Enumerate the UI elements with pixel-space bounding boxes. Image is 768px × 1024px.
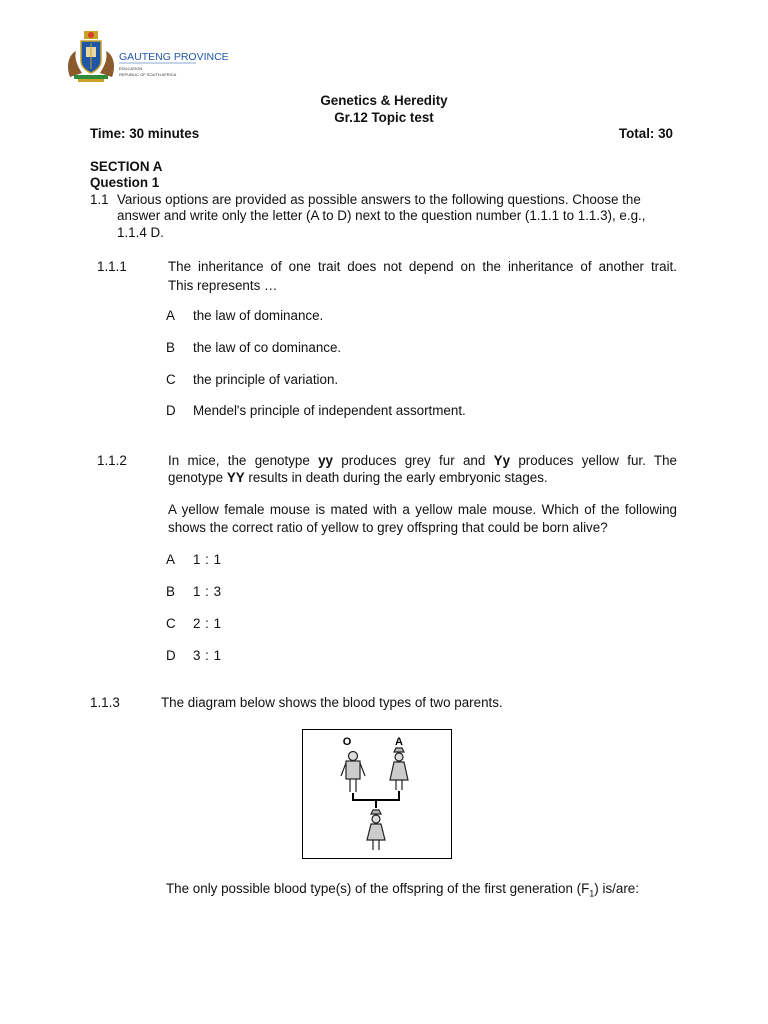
question-1-1-3-prompt: The only possible blood type(s) of the offspring of the first generation $(F_1)$ is/are: <box>166 881 639 899</box>
option-letter: A <box>166 552 175 567</box>
father-figure <box>341 752 365 793</box>
question-heading: Question 1 <box>90 175 160 190</box>
parent-1-blood-type: O <box>342 736 352 748</box>
option-text: 3 : 1 <box>193 648 222 663</box>
instruction-number: 1.1 <box>90 192 109 207</box>
total-marks: Total: 30 <box>618 126 673 141</box>
question-1-1-2-para-2-line-2: shows the correct ratio of yellow to grey offspring that could be born alive? <box>168 520 608 535</box>
option-text: 2 : 1 <box>193 616 222 631</box>
document-subtitle: Gr.12 Topic test <box>334 110 434 125</box>
option-letter: D <box>166 648 176 663</box>
instruction-line-2: answer and write only the letter (A to D) next to the question number (1.1.1 to 1.1.3), e.g., <box>117 208 646 223</box>
genotype-yy: yy <box>318 453 333 468</box>
option-letter: B <box>166 584 175 599</box>
question-number-1-1-2: 1.1.2 <box>97 453 127 468</box>
instruction-line-3: 1.1.4 D. <box>117 225 164 240</box>
section-heading: SECTION A <box>90 159 163 174</box>
question-number-1-1-1: 1.1.1 <box>97 259 127 274</box>
child-figure <box>367 810 385 850</box>
option-letter: B <box>166 340 175 355</box>
document-title: Genetics & Heredity <box>320 93 448 108</box>
family-pedigree-icon <box>303 730 450 857</box>
instruction-line-1: Various options are provided as possible answers to the following questions. Choose the <box>117 192 641 207</box>
option-text: 1 : 3 <box>193 584 222 599</box>
option-text: the law of co dominance. <box>193 340 342 355</box>
question-1-1-2-line-2: genotype YY results in death during the early embryonic stages. <box>168 470 548 485</box>
gauteng-coat-of-arms-icon <box>64 27 229 85</box>
question-1-1-3-text: The diagram below shows the blood types of two parents. <box>161 695 503 710</box>
option-text: Mendel's principle of independent assortment. <box>193 403 466 418</box>
subscript: 1 <box>589 888 595 899</box>
mother-figure <box>390 748 408 790</box>
question-number-1-1-3: 1.1.3 <box>90 695 120 710</box>
gauteng-logo <box>64 27 229 85</box>
genotype-YY: YY <box>226 470 245 485</box>
option-text: 1 : 1 <box>193 552 222 567</box>
option-letter: D <box>166 403 176 418</box>
option-text: the law of dominance. <box>193 308 324 323</box>
question-1-1-1-text-line-2: This represents … <box>168 278 278 293</box>
question-1-1-1-text-line-1: The inheritance of one trait does not depend on the inheritance of another trait. <box>168 259 677 274</box>
genotype-Yy: Yy <box>493 453 511 468</box>
question-1-1-2-para-2-line-1: A yellow female mouse is mated with a yellow male mouse. Which of the following <box>168 502 677 517</box>
blood-type-diagram <box>302 729 452 859</box>
time-allowed: Time: 30 minutes <box>90 126 200 141</box>
question-1-1-2-line-1: In mice, the genotype yy produces grey fur and Yy produces yellow fur. The <box>168 453 677 468</box>
option-letter: C <box>166 372 176 387</box>
parent-2-blood-type: A <box>395 736 403 748</box>
logo-line2: REPUBLIC OF SOUTH AFRICA <box>119 72 177 77</box>
logo-name: GAUTENG PROVINCE <box>119 51 229 63</box>
logo-line1: EDUCATION <box>119 66 143 71</box>
option-letter: C <box>166 616 176 631</box>
option-letter: A <box>166 308 175 323</box>
option-text: the principle of variation. <box>193 372 339 387</box>
